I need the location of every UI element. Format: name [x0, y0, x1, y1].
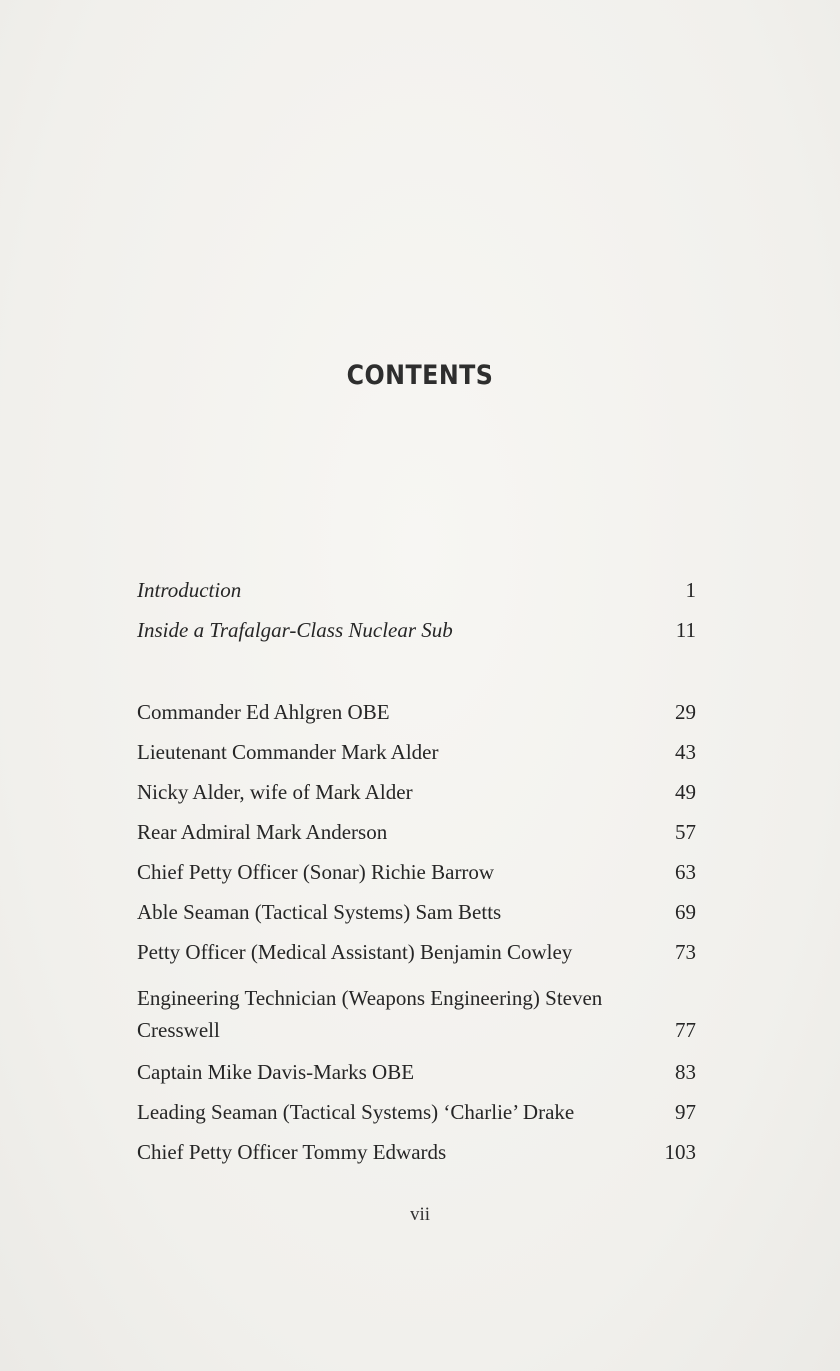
toc-entry[interactable] [137, 570, 696, 610]
toc-entry[interactable] [137, 812, 696, 852]
toc-page-number: 69 [675, 900, 696, 924]
toc-entry[interactable] [137, 692, 696, 732]
table-of-contents [137, 570, 696, 1172]
toc-entry[interactable] [137, 892, 696, 932]
toc-entry[interactable] [137, 610, 696, 650]
toc-page-number: 63 [675, 860, 696, 884]
toc-entry-title: Nicky Alder, wife of Mark Alder [137, 780, 413, 804]
toc-page-number: 29 [675, 700, 696, 724]
toc-entry[interactable] [137, 772, 696, 812]
toc-page-number: 103 [664, 1140, 696, 1164]
toc-page-number: 43 [675, 740, 696, 764]
page-folio: vii [409, 1204, 431, 1225]
toc-entry-title: Able Seaman (Tactical Systems) Sam Betts [137, 900, 502, 924]
toc-entry[interactable] [137, 852, 696, 892]
toc-page-number: 77 [675, 1018, 696, 1042]
toc-entry-title: Engineering Technician (Weapons Engineering) Steven Cresswell [137, 986, 603, 1042]
toc-entry-title: Lieutenant Commander Mark Alder [137, 740, 439, 764]
toc-entry-title: Commander Ed Ahlgren OBE [137, 700, 390, 724]
toc-entry[interactable] [137, 732, 696, 772]
toc-entry-title: Introduction [137, 578, 242, 602]
toc-page-number: 97 [675, 1100, 696, 1124]
toc-entry[interactable] [137, 1132, 696, 1172]
toc-entry-title: Chief Petty Officer (Sonar) Richie Barrow [137, 860, 495, 884]
toc-page-number: 1 [685, 578, 696, 602]
toc-entry-title: Petty Officer (Medical Assistant) Benjamin Cowley [137, 940, 573, 964]
toc-entry[interactable] [137, 932, 696, 972]
toc-entry-title: Leading Seaman (Tactical Systems) ‘Charlie’ Drake [137, 1100, 575, 1124]
toc-entry[interactable] [137, 1052, 696, 1092]
toc-entry[interactable] [137, 1092, 696, 1132]
toc-entry-title: Captain Mike Davis-Marks OBE [137, 1060, 415, 1084]
toc-entry-title: Rear Admiral Mark Anderson [137, 820, 388, 844]
toc-entry[interactable] [137, 974, 696, 1046]
toc-page-number: 11 [675, 618, 696, 642]
toc-page-number: 73 [675, 940, 696, 964]
section-spacer [137, 650, 696, 692]
page-title: CONTENTS [346, 360, 494, 391]
toc-page-number: 57 [675, 820, 696, 844]
toc-page-number: 83 [675, 1060, 696, 1084]
toc-entry-title: Chief Petty Officer Tommy Edwards [137, 1140, 447, 1164]
toc-entry-title: Inside a Trafalgar-Class Nuclear Sub [137, 618, 453, 642]
toc-page-number: 49 [675, 780, 696, 804]
